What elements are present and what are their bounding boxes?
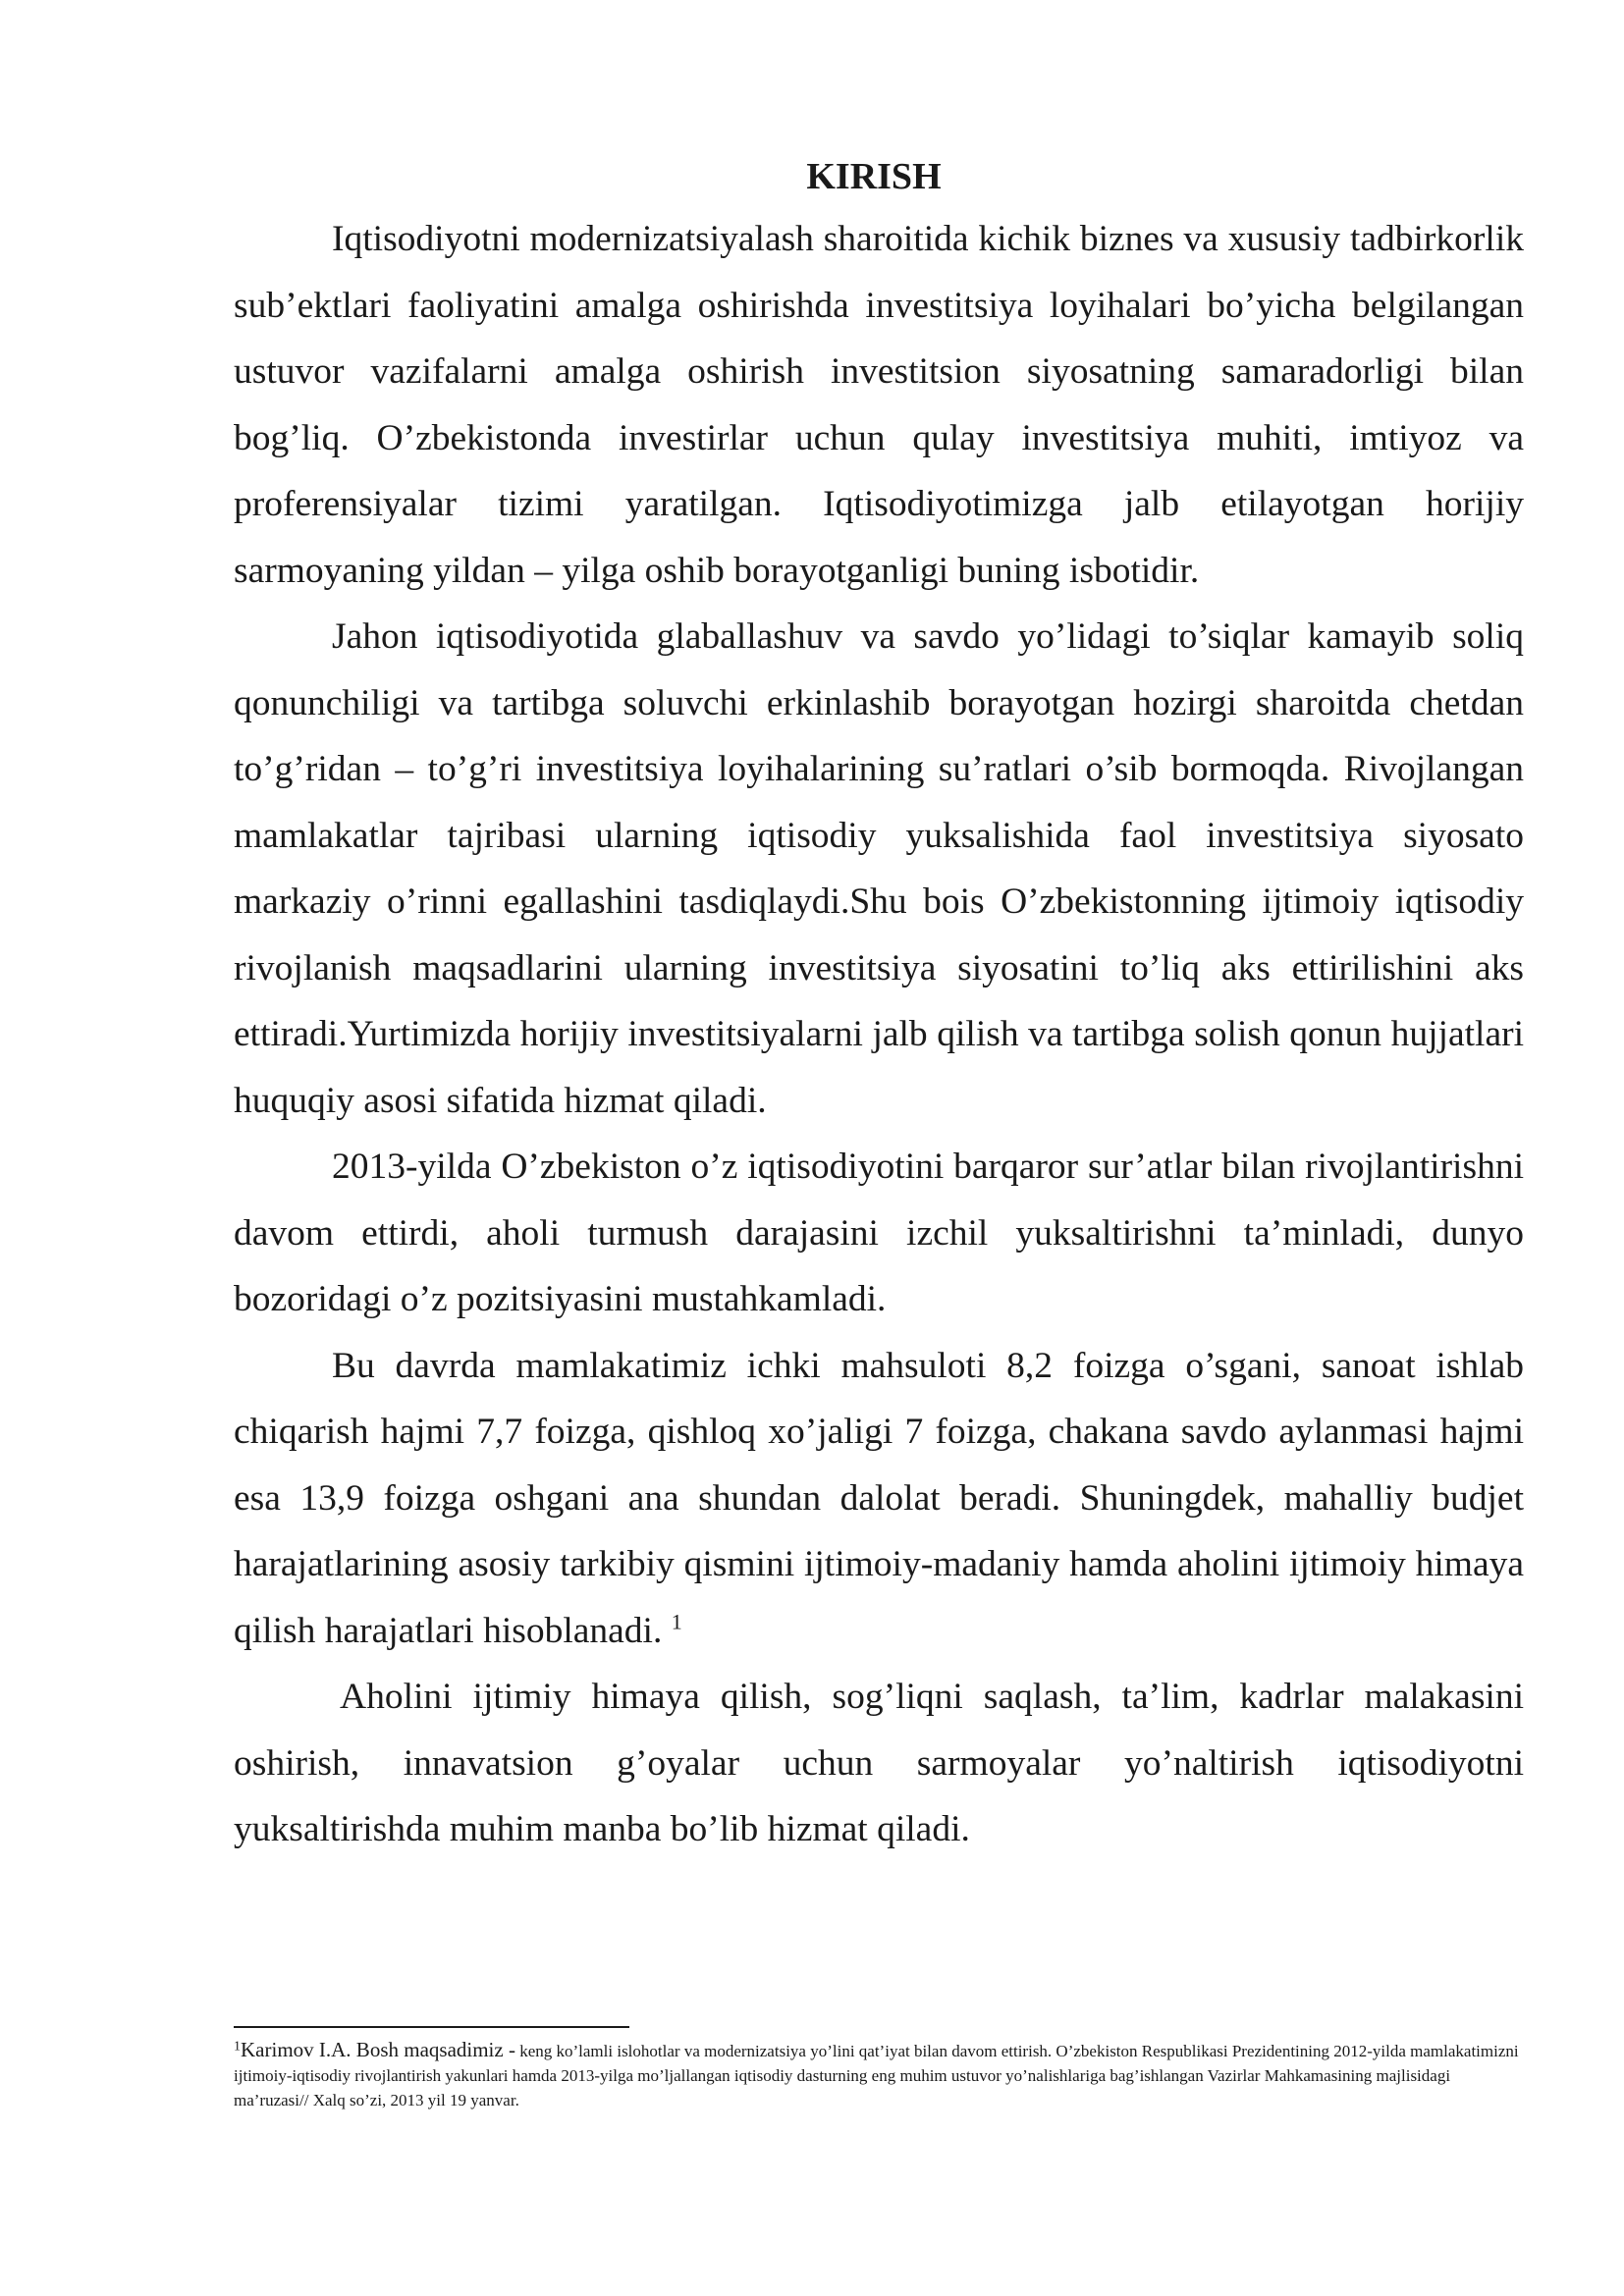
body-text	[234, 206, 1524, 1863]
paragraph: Aholini ijtimiy himaya qilish, sog’liqni saqlash, ta’lim, kadrlar malakasini oshirish, innavatsion g’oyalar uchun sarmoyalar yo’naltirish iqtisodiyotni yuksaltirishda muhim manba bo’lib hizmat qiladi.	[234, 1677, 1524, 1849]
paragraph: Jahon iqtisodiyotida glaballashuv va savdo yo’lidagi to’siqlar kamayib soliq qonunchiligi va tartibga soluvchi erkinlashib borayotgan hozirgi sharoitda chetdan to’g’ridan – to’g’ri investitsiya loyihalarining su’ratlari o’sib bormoqda. Rivojlangan mamlakatlar tajribasi ularning iqtisodiy yuksalishida faol investitsiya siyosato markaziy o’rinni egallashini tasdiqlaydi.Shu bois O’zbekistonning ijtimoiy iqtisodiy rivojlanish maqsadlarini ularning investitsiya siyosatini to’liq aks ettirilishini aks ettiradi.Yurtimizda horijiy investitsiyalarni jalb qilish va tartibga solish qonun hujjatlari huquqiy asosi sifatida hizmat qiladi.	[234, 616, 1524, 1121]
footnote-author: Karimov I.A. Bosh maqsadimiz -	[241, 2038, 515, 2061]
paragraph: 2013-yilda O’zbekiston o’z iqtisodiyotini barqaror sur’atlar bilan rivojlantirishni davom ettirdi, aholi turmush darajasini izchil yuksaltirishni ta’minladi, dunyo bozoridagi o’z pozitsiyasini mustahkamladi.	[234, 1147, 1524, 1319]
paragraph-with-footnote	[234, 1333, 1524, 1665]
page-title: KIRISH	[806, 156, 942, 197]
paragraph-text: Bu davrda mamlakatimiz ichki mahsuloti 8,2 foizga o’sgani, sanoat ishlab chiqarish hajmi 7,7 foizga, qishloq xo’jaligi 7 foizga, chakana savdo aylanmasi hajmi esa 13,9 foizga oshgani ana shundan dalolat beradi. Shuningdek, mahalliy budjet harajatlarining asosiy tarkibiy qismini ijtimoiy-madaniy hamda aholini ijtimoiy himaya qilish harajatlari hisoblanadi.	[234, 1345, 1524, 1651]
paragraph: Iqtisodiyotni modernizatsiyalash sharoitida kichik biznes va xususiy tadbirkorlik sub’ektlari faoliyatini amalga oshirishda investitsiya loyihalari bo’yicha belgilangan ustuvor vazifalarni amalga oshirish investitsion siyosatning samaradorligi bilan bog’liq. O’zbekistonda investirlar uchun qulay investitsiya muhiti, imtiyoz va proferensiyalar tizimi yaratilgan. Iqtisodiyotimizga jalb etilayotgan horijiy sarmoyaning yildan – yilga oshib borayotganligi buning isbotidir.	[234, 219, 1524, 591]
footnote-separator	[234, 2026, 629, 2028]
footnote-text: keng ko’lamli islohotlar va modernizatsiya yo’lini qat’iyat bilan davom ettirish. O’zbekiston Respublikasi Prezidentining 2012-yilda mamlakatimizni ijtimoiy-iqtisodiy rivojlantirish yakunlari hamda 2013-yilga mo’ljallangan iqtisodiy dasturning eng muhim ustuvor yo’nalishlariga bag’ishlangan Vazirlar Mahkamasining majlisidagi ma’ruzasi// Xalq so’zi, 2013 yil 19 yanvar.	[234, 2042, 1519, 2109]
footnote	[234, 2038, 1524, 2112]
footnote-number: 1	[234, 2039, 241, 2055]
footnote-reference[interactable]: 1	[671, 1609, 682, 1633]
